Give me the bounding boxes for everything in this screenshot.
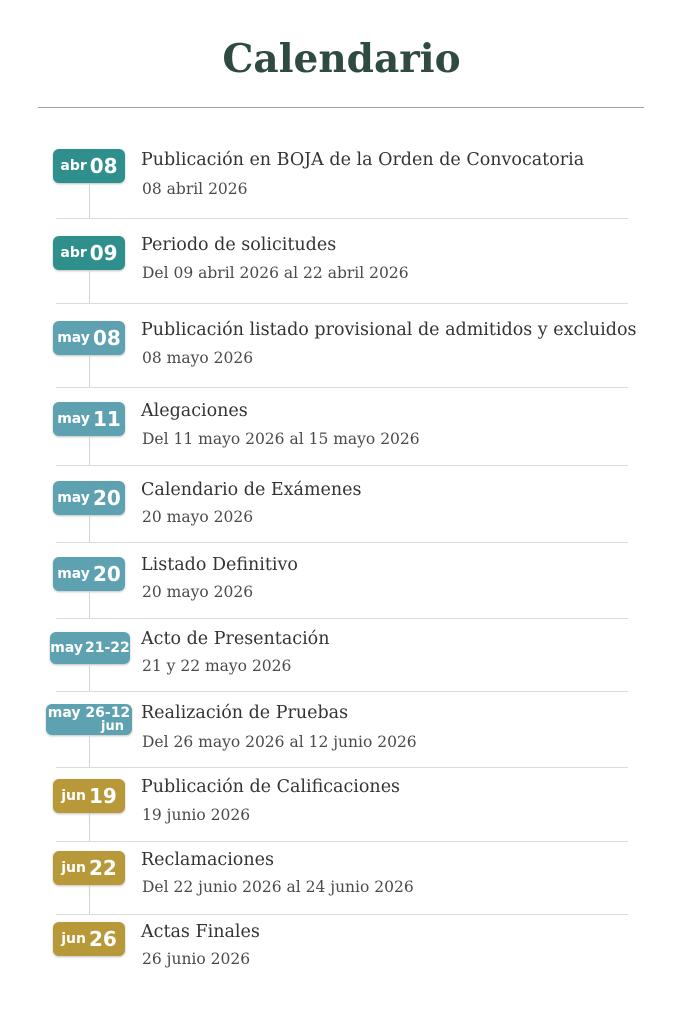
timeline-connector [89, 814, 90, 841]
event-date: 21 y 22 mayo 2026 [142, 657, 292, 675]
row-divider [56, 303, 628, 304]
date-badge: jun 22 [53, 851, 125, 885]
row-divider [56, 218, 628, 219]
event-title: Actas Finales [141, 922, 260, 942]
timeline-connector [89, 516, 90, 542]
date-badge: may 20 [53, 481, 125, 515]
date-badge: jun 26 [53, 922, 125, 956]
date-badge: may 11 [53, 402, 125, 436]
event-date: 08 abril 2026 [142, 180, 248, 198]
event-title: Alegaciones [141, 401, 248, 421]
date-badge: abr 09 [53, 236, 125, 270]
event-date: Del 09 abril 2026 al 22 abril 2026 [142, 264, 409, 282]
page-title: Calendario [222, 36, 461, 82]
timeline-connector [89, 736, 90, 767]
event-title: Reclamaciones [141, 850, 274, 870]
timeline-connector [89, 356, 90, 387]
event-title: Publicación en BOJA de la Orden de Convocatoria [141, 150, 585, 170]
event-date: Del 11 mayo 2026 al 15 mayo 2026 [142, 430, 420, 448]
event-title: Listado Definitivo [141, 555, 298, 575]
row-divider [56, 542, 628, 543]
date-badge: may 26-12 jun [47, 705, 131, 734]
event-title: Realización de Pruebas [141, 703, 349, 723]
event-date: 20 mayo 2026 [142, 583, 254, 601]
timeline-connector [89, 886, 90, 914]
event-title: Publicación de Calificaciones [141, 777, 401, 797]
event-title: Publicación listado provisional de admitidos y excluidos [141, 320, 637, 340]
timeline-connector [89, 271, 90, 303]
event-date: 08 mayo 2026 [142, 349, 254, 367]
date-badge: may 21-22 [50, 632, 130, 664]
timeline-connector [89, 592, 90, 618]
event-date: 20 mayo 2026 [142, 508, 254, 526]
event-date: Del 22 junio 2026 al 24 junio 2026 [142, 878, 414, 896]
event-title: Calendario de Exámenes [141, 480, 362, 500]
date-badge: jun 19 [53, 779, 125, 813]
event-date: Del 26 mayo 2026 al 12 junio 2026 [142, 733, 417, 751]
row-divider [56, 691, 628, 692]
date-badge: abr 08 [53, 149, 125, 183]
row-divider [56, 914, 628, 915]
event-date: 26 junio 2026 [142, 950, 251, 968]
row-divider [56, 618, 628, 619]
row-divider [56, 387, 628, 388]
event-date: 19 junio 2026 [142, 806, 251, 824]
date-badge: may 20 [53, 557, 125, 591]
event-title: Periodo de solicitudes [141, 235, 337, 255]
timeline-connector [89, 184, 90, 218]
timeline-connector [89, 665, 90, 691]
date-badge: may 08 [53, 321, 125, 355]
row-divider [56, 767, 628, 768]
timeline-connector [89, 437, 90, 465]
row-divider [56, 465, 628, 466]
event-title: Acto de Presentación [141, 629, 330, 649]
row-divider [56, 841, 628, 842]
